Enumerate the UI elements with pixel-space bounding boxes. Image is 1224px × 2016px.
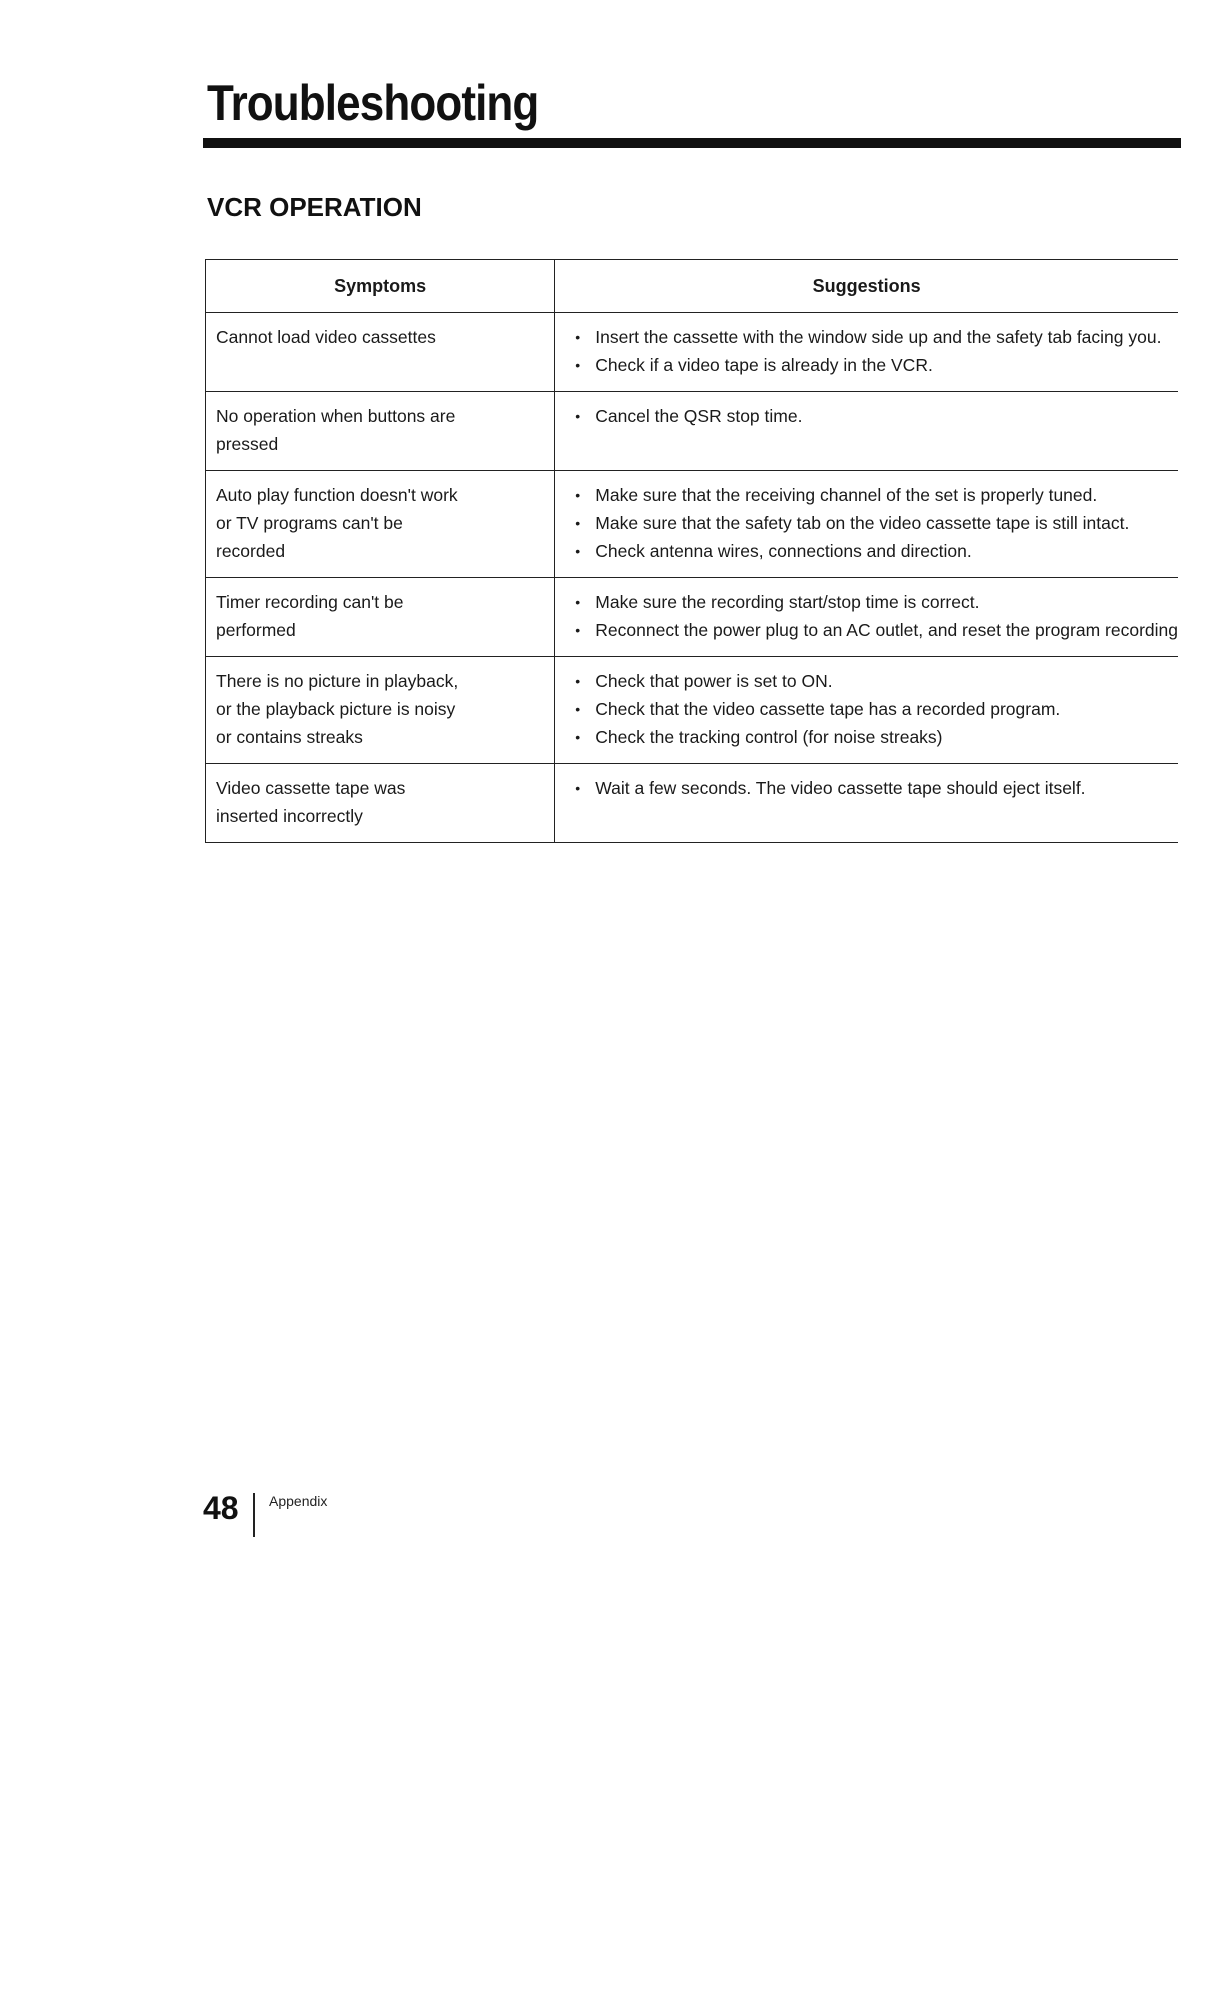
suggestion-item xyxy=(575,537,1178,565)
suggestion-item xyxy=(575,588,1178,616)
symptom-cell xyxy=(206,657,555,764)
suggestion-text: Check antenna wires, connections and direction. xyxy=(595,541,972,561)
suggestion-text: Cancel the QSR stop time. xyxy=(595,406,803,426)
symptom-cell xyxy=(206,392,555,471)
suggestion-text: Make sure that the safety tab on the video cassette tape is still intact. xyxy=(595,513,1130,533)
suggestion-item xyxy=(575,351,1178,379)
symptom-text: Video cassette tape was inserted incorrectly xyxy=(216,778,406,826)
symptom-cell xyxy=(206,578,555,657)
suggestions-cell xyxy=(555,392,1178,471)
footer-divider xyxy=(253,1493,255,1537)
bullet-icon: • xyxy=(575,487,581,503)
suggestions-header: Suggestions xyxy=(555,260,1178,313)
table-header xyxy=(206,260,1179,313)
suggestion-text: Check the tracking control (for noise streaks) xyxy=(595,727,943,747)
suggestion-list xyxy=(575,667,1178,751)
section-heading: VCR OPERATION xyxy=(207,192,422,222)
suggestion-text: Wait a few seconds. The video cassette tape should eject itself. xyxy=(595,778,1086,798)
title-rule xyxy=(203,138,1181,148)
bullet-icon: • xyxy=(575,622,581,638)
suggestion-list xyxy=(575,481,1178,565)
bullet-icon: • xyxy=(575,729,581,745)
suggestion-list xyxy=(575,323,1178,379)
table-row xyxy=(206,471,1179,578)
suggestion-item xyxy=(575,723,1178,751)
suggestion-text: Check that the video cassette tape has a recorded program. xyxy=(595,699,1061,719)
bullet-icon: • xyxy=(575,780,581,796)
suggestion-item xyxy=(575,616,1178,644)
table-row xyxy=(206,657,1179,764)
suggestion-text: Reconnect the power plug to an AC outlet, and reset the program recording xyxy=(595,620,1178,640)
table-row xyxy=(206,313,1179,392)
table-row xyxy=(206,392,1179,471)
suggestion-item xyxy=(575,695,1178,723)
symptom-cell xyxy=(206,313,555,392)
bullet-icon: • xyxy=(575,357,581,373)
table-row xyxy=(206,764,1179,843)
symptom-text: Cannot load video cassettes xyxy=(216,327,436,347)
symptom-text: There is no picture in playback, or the playback picture is noisy or contains streaks xyxy=(216,671,459,747)
suggestions-cell xyxy=(555,471,1178,578)
suggestion-text: Make sure that the receiving channel of the set is properly tuned. xyxy=(595,485,1098,505)
suggestion-item xyxy=(575,774,1178,802)
suggestion-text: Make sure the recording start/stop time is correct. xyxy=(595,592,980,612)
suggestion-list xyxy=(575,774,1178,802)
symptom-text: Timer recording can't be performed xyxy=(216,592,404,640)
suggestions-cell xyxy=(555,578,1178,657)
table-row xyxy=(206,578,1179,657)
suggestion-item xyxy=(575,402,1178,430)
symptoms-header: Symptoms xyxy=(206,260,555,313)
symptom-text: No operation when buttons are pressed xyxy=(216,406,456,454)
bullet-icon: • xyxy=(575,408,581,424)
troubleshooting-table xyxy=(205,259,1178,843)
suggestion-list xyxy=(575,588,1178,644)
suggestions-cell xyxy=(555,657,1178,764)
suggestions-cell xyxy=(555,764,1178,843)
suggestion-item xyxy=(575,667,1178,695)
table-body xyxy=(206,313,1179,843)
bullet-icon: • xyxy=(575,701,581,717)
suggestion-item xyxy=(575,323,1178,351)
bullet-icon: • xyxy=(575,673,581,689)
suggestion-text: Check that power is set to ON. xyxy=(595,671,833,691)
suggestions-cell xyxy=(555,313,1178,392)
suggestion-text: Check if a video tape is already in the VCR. xyxy=(595,355,933,375)
symptom-cell xyxy=(206,471,555,578)
suggestion-list xyxy=(575,402,1178,430)
suggestion-item xyxy=(575,509,1178,537)
bullet-icon: • xyxy=(575,543,581,559)
symptom-cell xyxy=(206,764,555,843)
suggestion-text: Insert the cassette with the window side up and the safety tab facing you. xyxy=(595,327,1162,347)
bullet-icon: • xyxy=(575,329,581,345)
suggestion-item xyxy=(575,481,1178,509)
bullet-icon: • xyxy=(575,515,581,531)
bullet-icon: • xyxy=(575,594,581,610)
symptom-text: Auto play function doesn't work or TV programs can't be recorded xyxy=(216,485,458,561)
page-number: 48 xyxy=(203,1490,239,1526)
page-title: Troubleshooting xyxy=(207,75,539,131)
table-header-row xyxy=(206,260,1179,313)
footer-section-name: Appendix xyxy=(269,1493,328,1509)
